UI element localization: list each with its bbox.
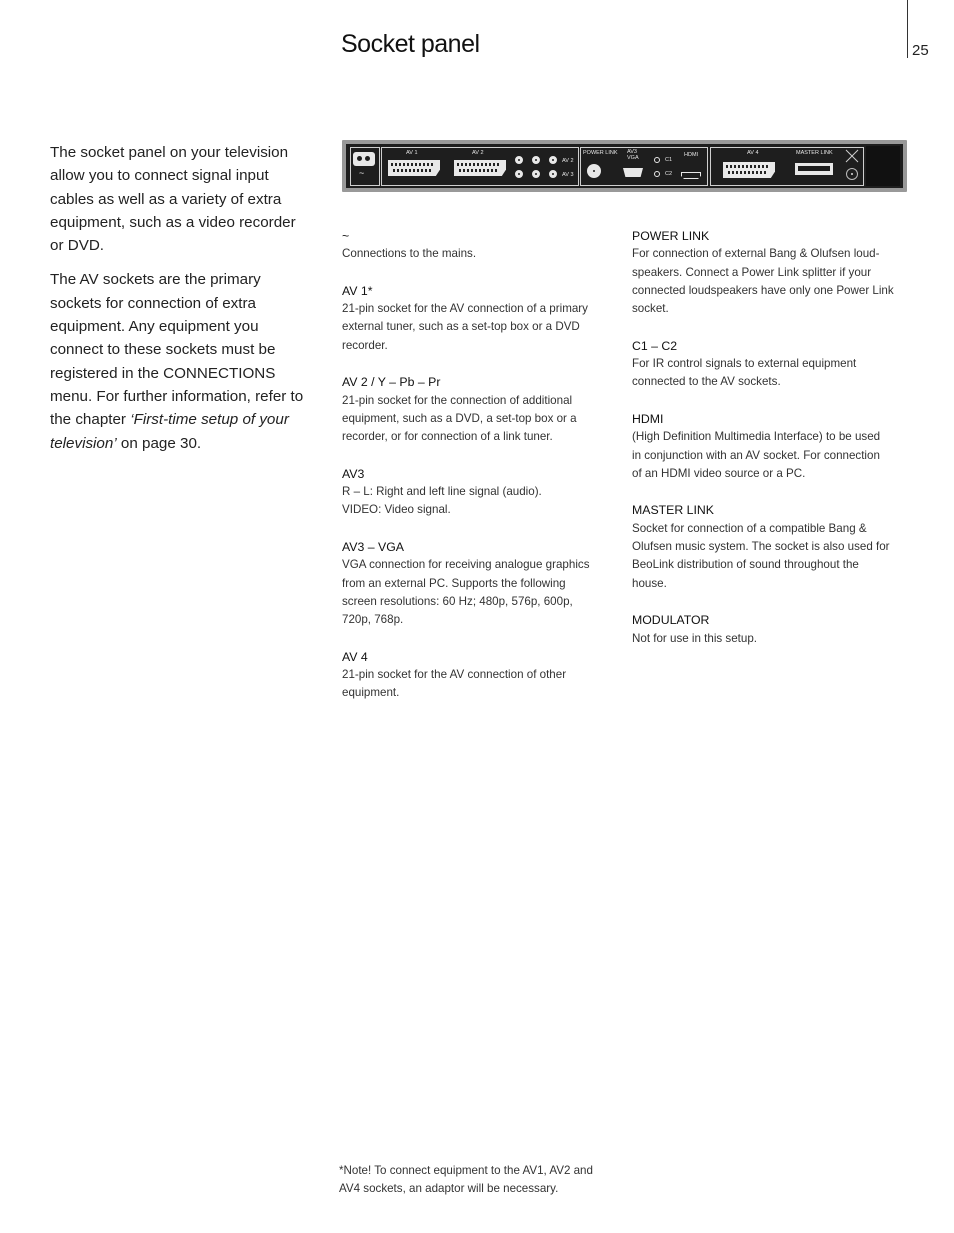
description-body: Not for use in this setup.: [632, 631, 758, 645]
descriptions-right-column: [632, 227, 907, 666]
description-entry: [632, 337, 907, 392]
description-body: R – L: Right and left line signal (audio). VIDEO: Video signal.: [342, 485, 542, 517]
page-title: Socket panel: [341, 30, 480, 58]
description-entry: [342, 538, 617, 629]
descriptions-left-column: [342, 227, 617, 721]
av4-scart-socket: [723, 162, 775, 178]
av3-rca-socket: [515, 170, 523, 178]
av3-vga-label-line2: VGA: [627, 154, 639, 161]
av4-masterlink-group: [710, 147, 864, 186]
mains-tilde-label: ~: [359, 168, 365, 178]
modulator-socket: [846, 168, 858, 180]
description-entry: [342, 373, 617, 446]
socket-panel-body: [346, 144, 903, 188]
power-link-socket: [587, 164, 601, 178]
description-body: For connection of external Bang & Olufsen loud- speakers. Connect a Power Link splitter if your connected loudspeakers have only one Power Link socket.: [632, 247, 894, 316]
description-body: 21-pin socket for the AV connection of other equipment.: [342, 668, 567, 700]
description-heading: AV3: [342, 466, 365, 481]
description-entry: [632, 501, 907, 592]
description-heading: POWER LINK: [632, 229, 710, 243]
page-number: 25: [912, 42, 929, 59]
description-heading: AV 1*: [342, 283, 373, 298]
c2-jack: [654, 171, 660, 177]
av1-label: AV 1: [406, 150, 418, 156]
description-heading: ~: [342, 229, 350, 243]
description-heading: AV 4: [342, 649, 368, 664]
panel-end-block: [866, 146, 900, 186]
c2-label: C2: [665, 171, 673, 177]
description-heading: MASTER LINK: [632, 503, 714, 518]
av2-scart-socket: [454, 160, 506, 176]
description-heading: MODULATOR: [632, 613, 710, 628]
description-entry: [342, 465, 617, 520]
intro-paragraph-2: [50, 268, 305, 454]
av1-scart-socket: [388, 160, 440, 176]
page-margin-rule: [907, 0, 908, 58]
description-entry: [632, 227, 907, 318]
hdmi-label: HDMI: [684, 152, 699, 158]
master-link-label: MASTER LINK: [796, 150, 833, 156]
description-body: Socket for connection of a compatible Bang & Olufsen music system. The socket is also used for BeoLink distribution of sound throughout the house.: [632, 521, 890, 590]
link-socket-group: [580, 147, 708, 186]
vga-socket: [623, 168, 643, 177]
av4-label: AV 4: [747, 150, 759, 156]
c1-jack: [654, 157, 660, 163]
description-entry: [632, 611, 907, 648]
av3-small-label: AV 3: [562, 172, 574, 178]
description-entry: [342, 227, 617, 264]
intro-paragraph-1: The socket panel on your television allow you to connect signal input cables as well as a variety of extra equipment, such as a video recorder or DVD.: [50, 144, 296, 255]
c1-label: C1: [665, 157, 673, 163]
av2-rca-socket: [532, 156, 540, 164]
av2-rca-socket: [549, 156, 557, 164]
av3-rca-socket: [549, 170, 557, 178]
av-socket-group: [381, 147, 579, 186]
description-heading: AV3 – VGA: [342, 540, 404, 555]
av3-vga-label-line1: AV3: [627, 149, 637, 155]
description-heading: AV 2 / Y – Pb – Pr: [342, 375, 441, 390]
intro-text: [50, 141, 305, 466]
intro-paragraph-2-start: The AV sockets are the primary sockets for connection of extra equipment. Any equipment you connect to these sockets must be registered in the CONNECTIONS menu. For further information, refer to the chapter: [50, 271, 304, 429]
description-body: Connections to the mains.: [342, 247, 477, 261]
description-body: VGA connection for receiving analogue graphics from an external PC. Supports the following screen resolutions: 60 Hz; 480p, 576p, 600p, 720p, 768p.: [342, 558, 590, 627]
description-entry: [632, 410, 907, 483]
modulator-crossed-icon: [845, 149, 859, 163]
description-entry: [342, 648, 617, 703]
master-link-socket: [795, 163, 833, 175]
description-body: 21-pin socket for the AV connection of a primary external tuner, such as a set-top box or a DVD recorder.: [342, 302, 588, 352]
description-body: For IR control signals to external equipment connected to the AV sockets.: [632, 357, 857, 389]
av2-label: AV 2: [472, 150, 484, 156]
description-body: 21-pin socket for the connection of additional equipment, such as a DVD, a set-top box or a recorder, or for connection of a link tuner.: [342, 393, 577, 444]
mains-socket-icon: [353, 152, 375, 166]
chapter-reference: ‘First-time setup of your television’: [50, 411, 289, 452]
mains-section: [350, 147, 380, 186]
footnote: *Note! To connect equipment to the AV1, AV2 and AV4 sockets, an adaptor will be necessary.: [339, 1164, 593, 1196]
description-body: (High Definition Multimedia Interface) to be used in conjunction with an AV socket. For connection of an HDMI video source or a PC.: [632, 430, 881, 480]
intro-paragraph-2-end: on page 30.: [116, 434, 202, 452]
description-heading: C1 – C2: [632, 338, 678, 353]
hdmi-socket: [681, 172, 701, 179]
av2-rca-socket: [515, 156, 523, 164]
power-link-label: POWER LINK: [583, 150, 618, 156]
socket-panel-illustration: [342, 140, 907, 192]
av3-rca-socket: [532, 170, 540, 178]
av2-small-label: AV 2: [562, 158, 574, 164]
description-heading: HDMI: [632, 411, 664, 426]
av3-vga-label: [627, 150, 639, 161]
description-entry: [342, 282, 617, 355]
